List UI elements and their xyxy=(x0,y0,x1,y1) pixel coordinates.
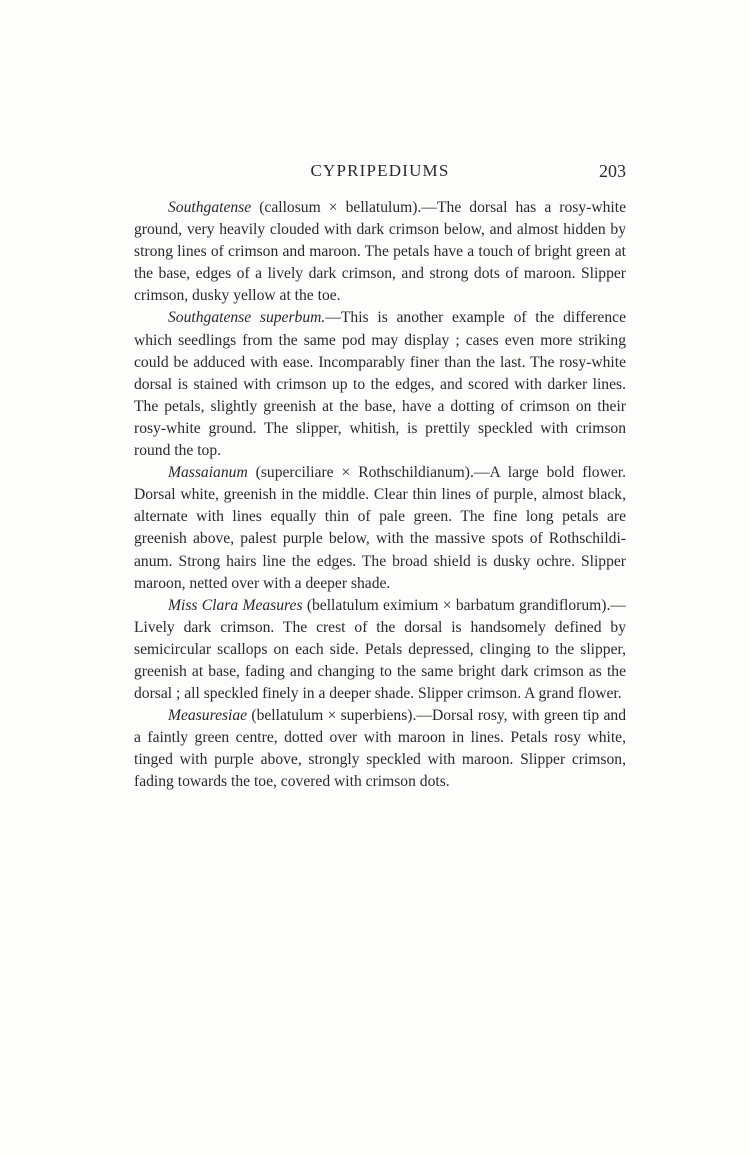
running-head xyxy=(134,160,626,186)
entry-description: (bellatulum eximium × barbatum grandiflorum).—Lively dark crimson. The crest of the dorsal is handsomely defined by semicircular scallops on each side. Petals depressed, clinging to the slipper, greenish at base, fading and changing to the same bright dark crimson as the dorsal ; all speckled finely in a deeper shade. Slipper crimson. A grand flower. xyxy=(134,596,626,703)
entry-southgatense xyxy=(134,197,626,307)
entry-name: Southgatense xyxy=(168,199,252,216)
page-title: CYPRIPEDIUMS xyxy=(310,161,450,180)
body-text xyxy=(134,197,626,794)
entry-name: Measuresiae xyxy=(168,707,248,725)
entry-measuresiae xyxy=(134,705,626,793)
entry-description: (superciliare × Rothschildianum).—A large bold flower. Dorsal white, greenish in the middle. Clear thin lines of purple, almost black, alternate with lines equally thin of pale green. The fine long petals are greenish above, palest purple below, with the massive spots of Rothschildianum. Strong hairs line the edges. The broad shield is dusky ochre. Slipper maroon, netted over with a deeper shade. xyxy=(134,464,626,592)
entry-massaianum xyxy=(134,462,626,595)
entry-description: (bellatulum × superbiens).—Dorsal rosy, with green tip and a faintly green centre, dotted over with maroon in lines. Petals rosy white, tinged with purple above, strongly speckled with maroon. Slipper crimson, fading towards the toe, covered with crimson dots. xyxy=(134,707,626,791)
entry-description: —This is another example of the difference which seedlings from the same pod may display ; cases even more striking could be adduced with ease. Incomparably finer than the last. The rosy-white dorsal is stained with crimson up to the edges, and scored with darker lines. The petals, slightly greenish at the base, have a dotting of crimson on their rosy-white ground. The slipper, whitish, is prettily speckled with crimson round the top. xyxy=(134,309,626,460)
entry-name: Southgatense superbum. xyxy=(168,309,326,327)
entry-name: Miss Clara Measures xyxy=(168,596,303,614)
entry-southgatense-superbum xyxy=(134,307,626,462)
entry-description: (callosum × bellatulum).—The dorsal has a rosy-white ground, very heavily clouded with dark crimson below, and almost hidden by strong lines of crimson and maroon. The petals have a touch of bright green at the base, edges of a lively dark crimson, and strong dots of maroon. Slipper crimson, dusky yellow at the toe. xyxy=(134,199,626,305)
page-number: 203 xyxy=(599,161,626,181)
entry-miss-clara-measures xyxy=(134,595,626,705)
entry-name: Massaianum xyxy=(168,464,248,482)
